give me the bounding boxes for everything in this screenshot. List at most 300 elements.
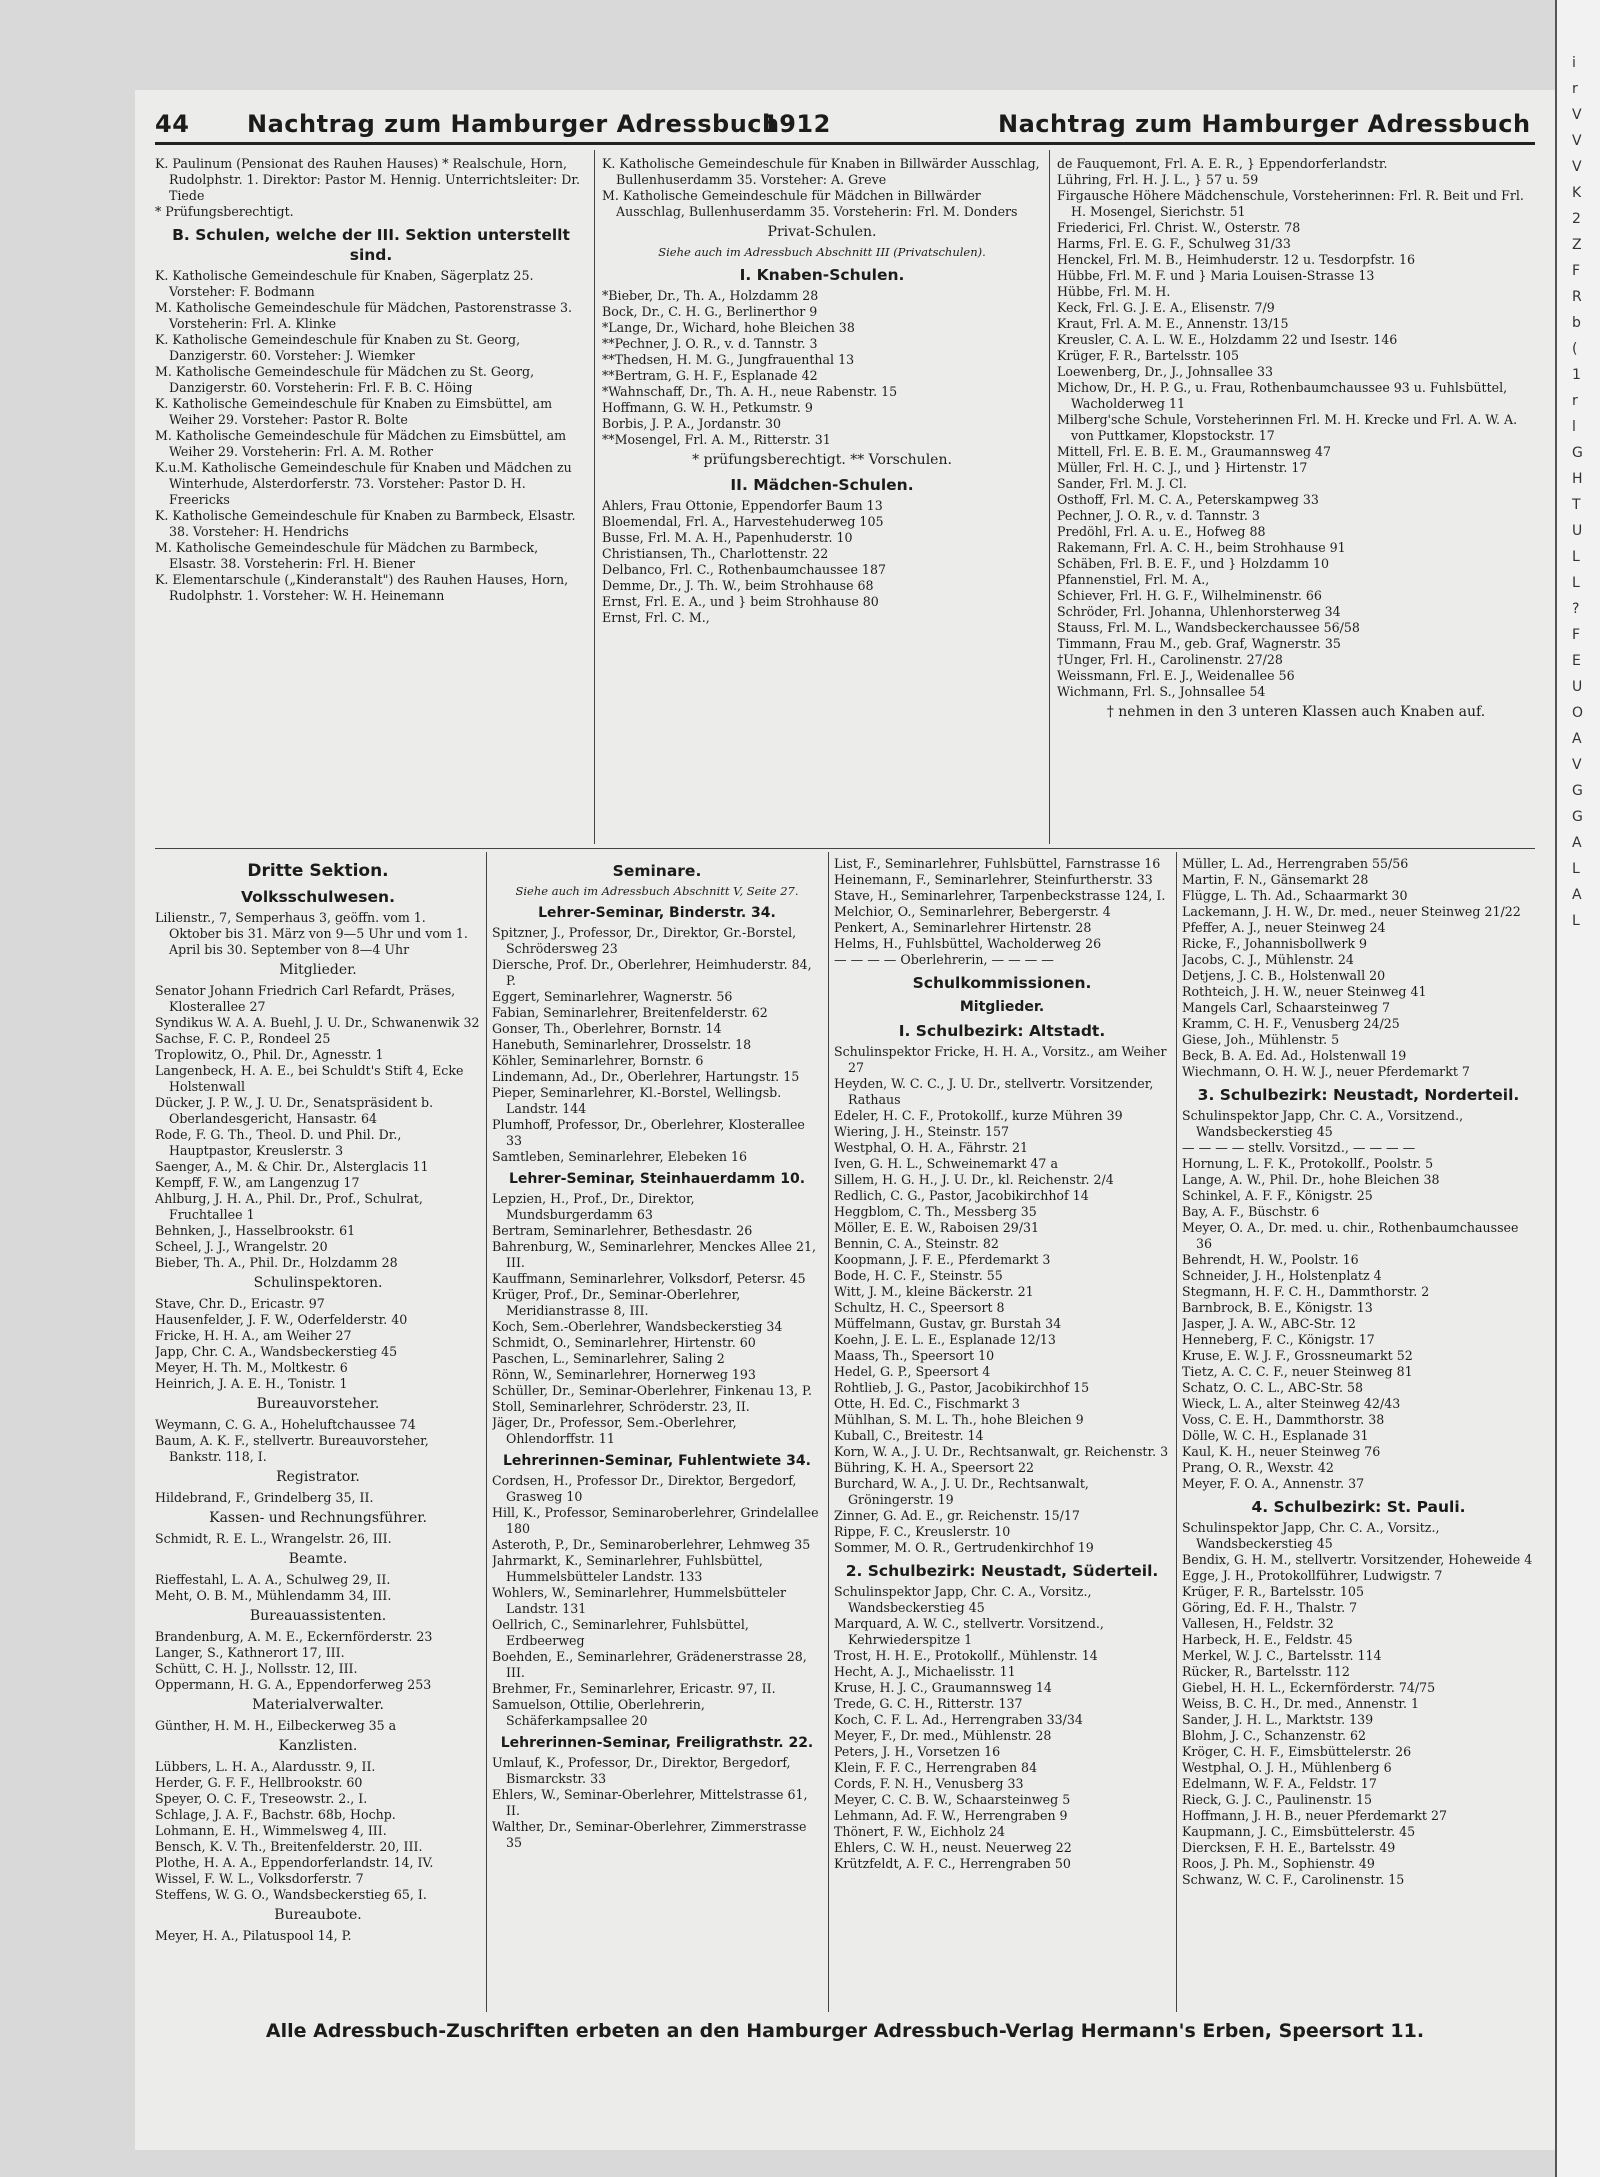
directory-entry: Zinner, G. Ad. E., gr. Reichenstr. 15/17 — [834, 1508, 1080, 1523]
directory-entry: Diercksen, F. H. E., Bartelsstr. 49 — [1182, 1840, 1396, 1855]
directory-entry: — — — — stellv. Vorsitzd., — — — — — [1182, 1140, 1416, 1155]
directory-entry: Kempff, F. W., am Langenzug 17 — [155, 1175, 360, 1190]
directory-entry: Wiechmann, O. H. W. J., neuer Pferdemarkt 7 — [1182, 1064, 1470, 1079]
directory-entry: Krüger, Prof., Dr., Seminar-Oberlehrer, Meridianstrasse 8, III. — [492, 1287, 741, 1318]
directory-entry: Stauss, Frl. M. L., Wandsbeckerchaussee 56/58 — [1057, 620, 1360, 635]
directory-entry: Langer, S., Kathnerort 17, III. — [155, 1645, 345, 1660]
directory-entry: M. Katholische Gemeindeschule für Mädchen zu Barmbeck, Elsastr. 38. Vorsteherin: Frl. H. Biener — [155, 540, 539, 571]
subheading: Bureaubote. — [274, 1907, 362, 1923]
directory-entry: Rakemann, Frl. A. C. H., beim Strohhause 91 — [1057, 540, 1346, 555]
directory-entry: Rieck, G. J. C., Paulinenstr. 15 — [1182, 1792, 1372, 1807]
directory-entry: Ehlers, C. W. H., neust. Neuerweg 22 — [834, 1840, 1072, 1855]
directory-entry: Speyer, O. C. F., Treseowstr. 2., I. — [155, 1791, 368, 1806]
directory-entry: List, F., Seminarlehrer, Fuhlsbüttel, Farnstrasse 16 — [834, 856, 1161, 871]
subheading: * prüfungsberechtigt. ** Vorschulen. — [692, 452, 952, 468]
directory-entry: Eggert, Seminarlehrer, Wagnerstr. 56 — [492, 989, 733, 1004]
directory-entry: Otte, H. Ed. C., Fischmarkt 3 — [834, 1396, 1020, 1411]
directory-entry: Borbis, J. P. A., Jordanstr. 30 — [602, 416, 782, 431]
directory-entry: Schulinspektor Japp, Chr. C. A., Vorsitzend., Wandsbeckerstieg 45 — [1182, 1108, 1464, 1139]
directory-entry: Busse, Frl. M. A. H., Papenhuderstr. 10 — [602, 530, 853, 545]
directory-entry: Pfeffer, A. J., neuer Steinweg 24 — [1182, 920, 1386, 935]
running-title-left: Nachtrag zum Hamburger Adressbuch — [247, 110, 780, 138]
directory-entry: Sander, J. H. L., Marktstr. 139 — [1182, 1712, 1374, 1727]
directory-entry: Wiering, J. H., Steinstr. 157 — [834, 1124, 1009, 1139]
directory-entry: Hausenfelder, J. F. W., Oderfelderstr. 40 — [155, 1312, 408, 1327]
directory-entry: Koehn, J. E. L. E., Esplanade 12/13 — [834, 1332, 1056, 1347]
directory-entry: Hedel, G. P., Speersort 4 — [834, 1364, 991, 1379]
directory-entry: Stegmann, H. F. C. H., Dammthorstr. 2 — [1182, 1284, 1430, 1299]
directory-entry: Bensch, K. V. Th., Breitenfelderstr. 20, III. — [155, 1839, 423, 1854]
directory-entry: Pieper, Seminarlehrer, Kl.-Borstel, Wellingsb. Landstr. 144 — [492, 1085, 782, 1116]
directory-entry: Tietz, A. C. C. F., neuer Steinweg 81 — [1182, 1364, 1413, 1379]
page-number: 44 — [155, 110, 190, 138]
directory-entry: Giebel, H. H. L., Eckernförderstr. 74/75 — [1182, 1680, 1436, 1695]
column-3 — [1057, 156, 1535, 842]
directory-entry: Kaul, K. H., neuer Steinweg 76 — [1182, 1444, 1381, 1459]
directory-entry: Hoffmann, J. H. B., neuer Pferdemarkt 27 — [1182, 1808, 1447, 1823]
directory-entry: Meyer, O. A., Dr. med. u. chir., Rothenbaumchaussee 36 — [1182, 1220, 1519, 1251]
directory-entry: Schulinspektor Japp, Chr. C. A., Vorsitz., Wandsbeckerstieg 45 — [1182, 1520, 1440, 1551]
section-heading: I. Schulbezirk: Altstadt. — [898, 1022, 1106, 1040]
directory-entry: Lindemann, Ad., Dr., Oberlehrer, Hartungstr. 15 — [492, 1069, 800, 1084]
directory-entry: Rohtlieb, J. G., Pastor, Jacobikirchhof 15 — [834, 1380, 1090, 1395]
directory-entry: Behnken, J., Hasselbrookstr. 61 — [155, 1223, 356, 1238]
directory-entry: Cordsen, H., Professor Dr., Direktor, Bergedorf, Grasweg 10 — [492, 1473, 797, 1504]
directory-entry: **Mosengel, Frl. A. M., Ritterstr. 31 — [602, 432, 831, 447]
directory-entry: Möller, E. E. W., Raboisen 29/31 — [834, 1220, 1040, 1235]
directory-entry: Brehmer, Fr., Seminarlehrer, Ericastr. 97, II. — [492, 1681, 776, 1696]
directory-entry: Ernst, Frl. E. A., und } beim Strohhause 80 — [602, 594, 879, 609]
directory-entry: Friederici, Frl. Christ. W., Osterstr. 78 — [1057, 220, 1301, 235]
directory-entry: Demme, Dr., J. Th. W., beim Strohhause 68 — [602, 578, 874, 593]
directory-entry: *Bieber, Dr., Th. A., Holzdamm 28 — [602, 288, 819, 303]
directory-entry: Schwanz, W. C. F., Carolinenstr. 15 — [1182, 1872, 1405, 1887]
directory-entry: Heinrich, J. A. E. H., Tonistr. 1 — [155, 1376, 348, 1391]
directory-entry: Egge, J. H., Protokollführer, Ludwigstr. 7 — [1182, 1568, 1443, 1583]
directory-entry: Korn, W. A., J. U. Dr., Rechtsanwalt, gr. Reichenstr. 3 — [834, 1444, 1169, 1459]
directory-entry: Lohmann, E. H., Wimmelsweg 4, III. — [155, 1823, 387, 1838]
column-5 — [492, 856, 822, 2006]
directory-entry: Schäben, Frl. B. E. F., und } Holzdamm 10 — [1057, 556, 1329, 571]
section-heading: Lehrerinnen-Seminar, Freiligrathstr. 22. — [500, 1735, 814, 1751]
directory-entry: Kramm, C. H. F., Venusberg 24/25 — [1182, 1016, 1400, 1031]
directory-entry: Krüger, F. R., Bartelsstr. 105 — [1182, 1584, 1364, 1599]
directory-entry: Pechner, J. O. R., v. d. Tannstr. 3 — [1057, 508, 1260, 523]
directory-entry: Wohlers, W., Seminarlehrer, Hummelsbütteler Landstr. 131 — [492, 1585, 787, 1616]
directory-entry: Thönert, F. W., Eichholz 24 — [834, 1824, 1006, 1839]
directory-entry: Lange, A. W., Phil. Dr., hohe Bleichen 38 — [1182, 1172, 1440, 1187]
directory-entry: Plumhoff, Professor, Dr., Oberlehrer, Klosterallee 33 — [492, 1117, 805, 1148]
section-heading: Seminare. — [612, 862, 702, 880]
directory-entry: Kauffmann, Seminarlehrer, Volksdorf, Petersr. 45 — [492, 1271, 806, 1286]
column-rule — [1049, 150, 1050, 844]
directory-entry: Voss, C. E. H., Dammthorstr. 38 — [1182, 1412, 1385, 1427]
book-page — [135, 90, 1555, 2150]
directory-entry: Weissmann, Frl. E. J., Weidenallee 56 — [1057, 668, 1295, 683]
directory-entry: Keck, Frl. G. J. E. A., Elisenstr. 7/9 — [1057, 300, 1275, 315]
running-title-right: Nachtrag zum Hamburger Adressbuch — [998, 110, 1531, 138]
subheading: Kassen- und Rechnungsführer. — [209, 1510, 427, 1526]
directory-entry: Delbanco, Frl. C., Rothenbaumchaussee 187 — [602, 562, 886, 577]
directory-entry: Müller, Frl. H. C. J., und } Hirtenstr. 17 — [1057, 460, 1308, 475]
directory-entry: Fricke, H. H. A., am Weiher 27 — [155, 1328, 352, 1343]
directory-entry: Wissel, F. W. L., Volksdorferstr. 7 — [155, 1871, 364, 1886]
directory-entry: Hildebrand, F., Grindelberg 35, II. — [155, 1490, 374, 1505]
directory-entry: Scheel, J. J., Wrangelstr. 20 — [155, 1239, 328, 1254]
directory-entry: Maass, Th., Speersort 10 — [834, 1348, 995, 1363]
directory-entry: Boehden, E., Seminarlehrer, Grädenerstrasse 28, III. — [492, 1649, 807, 1680]
directory-entry: — — — — Oberlehrerin, — — — — — [834, 952, 1054, 967]
subheading: Schulinspektoren. — [253, 1275, 383, 1291]
directory-entry: Blohm, J. C., Schanzenstr. 62 — [1182, 1728, 1366, 1743]
directory-entry: Gonser, Th., Oberlehrer, Bornstr. 14 — [492, 1021, 722, 1036]
adjacent-page-text: i r V V V K 2 Z F R b ( 1 r l G H T U L L ? F E U O A V G G A L A L — [1572, 55, 1584, 929]
directory-entry: Mühlhan, S. M. L. Th., hohe Bleichen 9 — [834, 1412, 1084, 1427]
directory-entry: Samuelson, Ottilie, Oberlehrerin, Schäferkampsallee 20 — [492, 1697, 705, 1728]
directory-entry: Sander, Frl. M. J. Cl. — [1057, 476, 1187, 491]
directory-entry: Hill, K., Professor, Seminaroberlehrer, Grindelallee 180 — [492, 1505, 819, 1536]
directory-entry: Oppermann, H. G. A., Eppendorferweg 253 — [155, 1677, 432, 1692]
directory-entry: Koch, Sem.-Oberlehrer, Wandsbeckerstieg 34 — [492, 1319, 783, 1334]
directory-entry: Ahlburg, J. H. A., Phil. Dr., Prof., Schulrat, Fruchtallee 1 — [155, 1191, 423, 1222]
directory-entry: Plothe, H. A. A., Eppendorferlandstr. 14, IV. — [155, 1855, 434, 1870]
section-heading: I. Knaben-Schulen. — [739, 266, 905, 284]
header-year: 1912 — [762, 110, 831, 138]
directory-entry: Wieck, L. A., alter Steinweg 42/43 — [1182, 1396, 1401, 1411]
directory-entry: Rönn, W., Seminarlehrer, Hornerweg 193 — [492, 1367, 756, 1382]
directory-entry: Martin, F. N., Gänsemarkt 28 — [1182, 872, 1369, 887]
subheading: Materialverwalter. — [252, 1697, 384, 1713]
directory-entry: Bock, Dr., C. H. G., Berlinerthor 9 — [602, 304, 818, 319]
directory-entry: Rothteich, J. H. W., neuer Steinweg 41 — [1182, 984, 1427, 999]
directory-entry: Witt, J. M., kleine Bäckerstr. 21 — [834, 1284, 1034, 1299]
column-rule — [594, 150, 595, 844]
column-4 — [155, 856, 481, 2006]
directory-entry: Detjens, J. C. B., Holstenwall 20 — [1182, 968, 1386, 983]
directory-entry: Henckel, Frl. M. B., Heimhuderstr. 12 u. Tesdorpfstr. 16 — [1057, 252, 1416, 267]
directory-entry: Baum, A. K. F., stellvertr. Bureauvorsteher, Bankstr. 118, I. — [155, 1433, 429, 1464]
directory-entry: Roos, J. Ph. M., Sophienstr. 49 — [1182, 1856, 1375, 1871]
directory-entry: Koch, C. F. L. Ad., Herrengraben 33/34 — [834, 1712, 1083, 1727]
directory-entry: Jäger, Dr., Professor, Sem.-Oberlehrer, Ohlendorffstr. 11 — [492, 1415, 737, 1446]
directory-entry: Hübbe, Frl. M. F. und } Maria Louisen-Strasse 13 — [1057, 268, 1375, 283]
directory-entry: Günther, H. M. H., Eilbeckerweg 35 a — [155, 1718, 397, 1733]
directory-entry: Heyden, W. C. C., J. U. Dr., stellvertr. Vorsitzender, Rathaus — [834, 1076, 1154, 1107]
section-heading: 2. Schulbezirk: Neustadt, Süderteil. — [845, 1562, 1159, 1580]
directory-entry: de Fauquemont, Frl. A. E. R., } Eppendorferlandstr. — [1057, 156, 1388, 171]
directory-entry: Rücker, R., Bartelsstr. 112 — [1182, 1664, 1350, 1679]
directory-entry: Milberg'sche Schule, Vorsteherinnen Frl. M. H. Krecke und Frl. A. W. A. von Puttkamer, Klopstockstr. 17 — [1057, 412, 1518, 443]
directory-entry: Meyer, F. O. A., Annenstr. 37 — [1182, 1476, 1365, 1491]
directory-entry: Meyer, H. Th. M., Moltkestr. 6 — [155, 1360, 348, 1375]
directory-entry: M. Katholische Gemeindeschule für Mädchen in Billwärder Ausschlag, Bullenhuserdamm 35. Vorsteherin: Frl. M. Donders — [602, 188, 1018, 219]
directory-entry: Heggblom, C. Th., Messberg 35 — [834, 1204, 1037, 1219]
directory-entry: Mangels Carl, Schaarsteinweg 7 — [1182, 1000, 1390, 1015]
directory-entry: Merkel, W. J. C., Bartelsstr. 114 — [1182, 1648, 1382, 1663]
section-heading: B. Schulen, welche der III. Sektion unterstellt sind. — [172, 226, 570, 264]
directory-entry: Ernst, Frl. C. M., — [602, 610, 710, 625]
directory-entry: Trede, G. C. H., Ritterstr. 137 — [834, 1696, 1023, 1711]
directory-entry: Burchard, W. A., J. U. Dr., Rechtsanwalt, Gröningerstr. 19 — [834, 1476, 1089, 1507]
directory-entry: *Wahnschaff, Dr., Th. A. H., neue Rabenstr. 15 — [602, 384, 898, 399]
directory-entry: Cords, F. N. H., Venusberg 33 — [834, 1776, 1024, 1791]
directory-entry: Kruse, H. J. C., Graumannsweg 14 — [834, 1680, 1052, 1695]
directory-entry: Meyer, F., Dr. med., Mühlenstr. 28 — [834, 1728, 1052, 1743]
directory-entry: Marquard, A. W. C., stellvertr. Vorsitzend., Kehrwiederspitze 1 — [834, 1616, 1104, 1647]
subheading: Siehe auch im Adressbuch Abschnitt V, Seite 27. — [515, 884, 799, 898]
column-7 — [1182, 856, 1535, 2006]
section-heading: Lehrerinnen-Seminar, Fuhlentwiete 34. — [503, 1453, 811, 1469]
directory-entry: Lilienstr., 7, Semperhaus 3, geöffn. vom 1. Oktober bis 31. März von 9—5 Uhr und vom 1. April bis 30. September von 8—4 Uhr — [155, 910, 468, 957]
directory-entry: Hecht, A. J., Michaelisstr. 11 — [834, 1664, 1016, 1679]
directory-entry: Pfannenstiel, Frl. M. A., — [1057, 572, 1210, 587]
directory-entry: Predöhl, Frl. A. u. E., Hofweg 88 — [1057, 524, 1266, 539]
directory-entry: Edelmann, W. F. A., Feldstr. 17 — [1182, 1776, 1377, 1791]
directory-entry: Ahlers, Frau Ottonie, Eppendorfer Baum 13 — [602, 498, 883, 513]
directory-entry: Weymann, C. G. A., Hoheluftchaussee 74 — [155, 1417, 416, 1432]
section-heading: Dritte Sektion. — [247, 861, 389, 881]
directory-entry: Westphal, O. H. A., Fährstr. 21 — [834, 1140, 1029, 1155]
directory-entry: Jahrmarkt, K., Seminarlehrer, Fuhlsbüttel, Hummelsbütteler Landstr. 133 — [492, 1553, 763, 1584]
directory-entry: Lepzien, H., Prof., Dr., Direktor, Mundsburgerdamm 63 — [492, 1191, 695, 1222]
directory-entry: K. Katholische Gemeindeschule für Knaben in Billwärder Ausschlag, Bullenhuserdamm 35. Vorsteher: A. Greve — [602, 156, 1040, 187]
directory-entry: Schiever, Frl. H. G. F., Wilhelminenstr. 66 — [1057, 588, 1322, 603]
directory-entry: Langenbeck, H. A. E., bei Schuldt's Stift 4, Ecke Holstenwall — [155, 1063, 464, 1094]
directory-entry: Meyer, C. C. B. W., Schaarsteinweg 5 — [834, 1792, 1071, 1807]
subheading: Bureauvorsteher. — [256, 1396, 380, 1412]
directory-entry: Bloemendal, Frl. A., Harvestehuderweg 105 — [602, 514, 884, 529]
directory-entry: Köhler, Seminarlehrer, Bornstr. 6 — [492, 1053, 704, 1068]
directory-entry: Helms, H., Fuhlsbüttel, Wacholderweg 26 — [834, 936, 1102, 951]
column-2 — [602, 156, 1042, 842]
directory-entry: Kraut, Frl. A. M. E., Annenstr. 13/15 — [1057, 316, 1289, 331]
directory-entry: Bay, A. F., Büschstr. 6 — [1182, 1204, 1320, 1219]
directory-entry: Fabian, Seminarlehrer, Breitenfelderstr. 62 — [492, 1005, 768, 1020]
directory-entry: Schulinspektor Fricke, H. H. A., Vorsitz., am Weiher 27 — [834, 1044, 1167, 1075]
directory-entry: Osthoff, Frl. M. C. A., Peterskampweg 33 — [1057, 492, 1319, 507]
subheading: Kanzlisten. — [278, 1738, 358, 1754]
directory-entry: Hübbe, Frl. M. H. — [1057, 284, 1171, 299]
subheading: Mitglieder. — [279, 962, 357, 978]
directory-entry: Heinemann, F., Seminarlehrer, Steinfurtherstr. 33 — [834, 872, 1153, 887]
section-heading: Mitglieder. — [959, 999, 1045, 1015]
directory-entry: Harbeck, H. E., Feldstr. 45 — [1182, 1632, 1353, 1647]
directory-entry: Jacobs, C. J., Mühlenstr. 24 — [1182, 952, 1354, 967]
page-footer: Alle Adressbuch-Zuschriften erbeten an den Hamburger Adressbuch-Verlag Hermann's Erben, Speersort 11. — [265, 2020, 1425, 2042]
directory-entry: **Pechner, J. O. R., v. d. Tannstr. 3 — [602, 336, 818, 351]
directory-entry: Redlich, C. G., Pastor, Jacobikirchhof 14 — [834, 1188, 1089, 1203]
section-heading: Schulkommissionen. — [912, 974, 1092, 992]
directory-entry: Mittell, Frl. E. B. E. M., Graumannsweg 47 — [1057, 444, 1332, 459]
directory-entry: Müller, L. Ad., Herrengraben 55/56 — [1182, 856, 1409, 871]
directory-entry: Rippe, F. C., Kreuslerstr. 10 — [834, 1524, 1011, 1539]
section-heading: 4. Schulbezirk: St. Pauli. — [1251, 1498, 1466, 1516]
directory-entry: Spitzner, J., Professor, Dr., Direktor, Gr.-Borstel, Schrödersweg 23 — [492, 925, 797, 956]
directory-entry: Barnbrock, B. E., Königstr. 13 — [1182, 1300, 1373, 1315]
directory-entry: Peters, J. H., Vorsetzen 16 — [834, 1744, 1001, 1759]
directory-entry: M. Katholische Gemeindeschule für Mädchen zu Eimsbüttel, am Weiher 29. Vorsteherin: Frl. A. M. Rother — [155, 428, 567, 459]
directory-entry: Sachse, F. C. P., Rondeel 25 — [155, 1031, 331, 1046]
directory-entry: Schlage, J. A. F., Bachstr. 68b, Hochp. — [155, 1807, 396, 1822]
directory-entry: Prang, O. R., Wexstr. 42 — [1182, 1460, 1334, 1475]
directory-entry: Stoll, Seminarlehrer, Schröderstr. 23, II. — [492, 1399, 750, 1414]
directory-entry: K. Paulinum (Pensionat des Rauhen Hauses) * Realschule, Horn, Rudolphstr. 1. Direktor: Pastor M. Hennig. Unterrichtsleiter: Dr. Tiede — [155, 156, 580, 203]
directory-entry: K. Katholische Gemeindeschule für Knaben, Sägerplatz 25. Vorsteher: F. Bodmann — [155, 268, 534, 299]
directory-entry: Troplowitz, O., Phil. Dr., Agnesstr. 1 — [155, 1047, 384, 1062]
directory-entry: K. Katholische Gemeindeschule für Knaben zu Eimsbüttel, am Weiher 29. Vorsteher: Pastor R. Bolte — [155, 396, 553, 427]
directory-entry: Lühring, Frl. H. J. L., } 57 u. 59 — [1057, 172, 1259, 187]
directory-entry: Vallesen, H., Feldstr. 32 — [1182, 1616, 1334, 1631]
directory-entry: Wichmann, Frl. S., Johnsallee 54 — [1057, 684, 1266, 699]
directory-entry: Kuball, C., Breitestr. 14 — [834, 1428, 984, 1443]
directory-entry: Klein, F. F. C., Herrengraben 84 — [834, 1760, 1038, 1775]
directory-entry: Kröger, C. H. F., Eimsbüttelerstr. 26 — [1182, 1744, 1412, 1759]
directory-entry: Syndikus W. A. A. Buehl, J. U. Dr., Schwanenwik 32 — [155, 1015, 480, 1030]
directory-entry: Trost, H. H. E., Protokollf., Mühlenstr. 14 — [834, 1648, 1098, 1663]
directory-entry: Beck, B. A. Ed. Ad., Holstenwall 19 — [1182, 1048, 1407, 1063]
directory-entry: Diersche, Prof. Dr., Oberlehrer, Heimhuderstr. 84, P. — [492, 957, 812, 988]
directory-entry: Harms, Frl. E. G. F., Schulweg 31/33 — [1057, 236, 1291, 251]
directory-entry: Schmidt, R. E. L., Wrangelstr. 26, III. — [155, 1531, 392, 1546]
subheading: Beamte. — [288, 1551, 348, 1567]
section-heading: Lehrer-Seminar, Binderstr. 34. — [538, 905, 776, 921]
directory-entry: Christiansen, Th., Charlottenstr. 22 — [602, 546, 829, 561]
header-rule — [155, 142, 1535, 145]
directory-entry: M. Katholische Gemeindeschule für Mädchen, Pastorenstrasse 3. Vorsteherin: Frl. A. Klinke — [155, 300, 573, 331]
directory-entry: Lackemann, J. H. W., Dr. med., neuer Steinweg 21/22 — [1182, 904, 1521, 919]
directory-entry: K. Katholische Gemeindeschule für Knaben zu Barmbeck, Elsastr. 38. Vorsteher: H. Hendrichs — [155, 508, 576, 539]
directory-entry: Edeler, H. C. F., Protokollf., kurze Mühren 39 — [834, 1108, 1123, 1123]
section-heading: II. Mädchen-Schulen. — [730, 476, 914, 494]
column-6 — [834, 856, 1170, 2006]
directory-entry: Schütt, C. H. J., Nollsstr. 12, III. — [155, 1661, 358, 1676]
directory-entry: Timmann, Frau M., geb. Graf, Wagnerstr. 35 — [1057, 636, 1341, 651]
directory-entry: Penkert, A., Seminarlehrer Hirtenstr. 28 — [834, 920, 1092, 935]
column-rule — [828, 852, 829, 2012]
directory-entry: Meht, O. B. M., Mühlendamm 34, III. — [155, 1588, 392, 1603]
section-heading: Lehrer-Seminar, Steinhauerdamm 10. — [508, 1171, 806, 1187]
directory-entry: Loewenberg, Dr., J., Johnsallee 33 — [1057, 364, 1273, 379]
subheading: † nehmen in den 3 unteren Klassen auch Knaben auf. — [1106, 704, 1486, 720]
directory-entry: Hoffmann, G. W. H., Petkumstr. 9 — [602, 400, 813, 415]
directory-entry: Bode, H. C. F., Steinstr. 55 — [834, 1268, 1003, 1283]
directory-entry: Asteroth, P., Dr., Seminaroberlehrer, Lehmweg 35 — [492, 1537, 811, 1552]
directory-entry: Giese, Joh., Mühlenstr. 5 — [1182, 1032, 1340, 1047]
directory-entry: Schüller, Dr., Seminar-Oberlehrer, Finkenau 13, P. — [492, 1383, 812, 1398]
directory-entry: Bieber, Th. A., Phil. Dr., Holzdamm 28 — [155, 1255, 398, 1270]
directory-entry: K. Katholische Gemeindeschule für Knaben zu St. Georg, Danzigerstr. 60. Vorsteher: J. Wiemker — [155, 332, 521, 363]
subheading: Bureauassistenten. — [249, 1608, 387, 1624]
directory-entry: Bahrenburg, W., Seminarlehrer, Menckes Allee 21, III. — [492, 1239, 817, 1270]
section-heading: 3. Schulbezirk: Neustadt, Norderteil. — [1197, 1086, 1520, 1104]
directory-entry: Henneberg, F. C., Königstr. 17 — [1182, 1332, 1375, 1347]
directory-entry: Rieffestahl, L. A. A., Schulweg 29, II. — [155, 1572, 391, 1587]
directory-entry: Krüger, F. R., Bartelsstr. 105 — [1057, 348, 1239, 363]
directory-entry: Schinkel, A. F. F., Königstr. 25 — [1182, 1188, 1373, 1203]
directory-entry: Umlauf, K., Professor, Dr., Direktor, Bergedorf, Bismarckstr. 33 — [492, 1755, 791, 1786]
directory-entry: Stave, H., Seminarlehrer, Tarpenbeckstrasse 124, I. — [834, 888, 1166, 903]
directory-entry: M. Katholische Gemeindeschule für Mädchen zu St. Georg, Danzigerstr. 60. Vorsteherin: Frl. F. B. C. Höing — [155, 364, 535, 395]
directory-entry: K. Elementarschule („Kinderanstalt") des Rauhen Hauses, Horn, Rudolphstr. 1. Vorsteher: W. H. Heinemann — [155, 572, 569, 603]
directory-entry: Schultz, H. C., Speersort 8 — [834, 1300, 1005, 1315]
directory-entry: Schröder, Frl. Johanna, Uhlenhorsterweg 34 — [1057, 604, 1341, 619]
directory-entry: Stave, Chr. D., Ericastr. 97 — [155, 1296, 325, 1311]
subheading: Registrator. — [276, 1469, 360, 1485]
directory-entry: Jasper, J. A. W., ABC-Str. 12 — [1182, 1316, 1356, 1331]
directory-entry: Sillem, H. G. H., J. U. Dr., kl. Reichenstr. 2/4 — [834, 1172, 1114, 1187]
directory-entry: Hornung, L. F. K., Protokollf., Poolstr. 5 — [1182, 1156, 1434, 1171]
directory-entry: Schneider, J. H., Holstenplatz 4 — [1182, 1268, 1382, 1283]
directory-entry: Flügge, L. Th. Ad., Schaarmarkt 30 — [1182, 888, 1408, 903]
directory-entry: Hanebuth, Seminarlehrer, Drosselstr. 18 — [492, 1037, 752, 1052]
directory-entry: Saenger, A., M. & Chir. Dr., Alsterglacis 11 — [155, 1159, 429, 1174]
directory-entry: *Lange, Dr., Wichard, hohe Bleichen 38 — [602, 320, 855, 335]
directory-entry: **Thedsen, H. M. G., Jungfrauenthal 13 — [602, 352, 855, 367]
directory-entry: Müffelmann, Gustav, gr. Burstah 34 — [834, 1316, 1062, 1331]
directory-entry: Göring, Ed. F. H., Thalstr. 7 — [1182, 1600, 1358, 1615]
directory-entry: Michow, Dr., H. P. G., u. Frau, Rothenbaumchaussee 93 u. Fuhlsbüttel, Wacholderweg 11 — [1057, 380, 1508, 411]
directory-entry: Schmidt, O., Seminarlehrer, Hirtenstr. 60 — [492, 1335, 756, 1350]
directory-entry: Lehmann, Ad. F. W., Herrengraben 9 — [834, 1808, 1068, 1823]
column-1 — [155, 156, 587, 842]
directory-entry: * Prüfungsberechtigt. — [155, 204, 294, 219]
directory-entry: Bendix, G. H. M., stellvertr. Vorsitzender, Hoheweide 4 — [1182, 1552, 1533, 1567]
column-rule — [486, 852, 487, 2012]
directory-entry: Samtleben, Seminarlehrer, Elebeken 16 — [492, 1149, 748, 1164]
directory-entry: Behrendt, H. W., Poolstr. 16 — [1182, 1252, 1359, 1267]
directory-entry: Meyer, H. A., Pilatuspool 14, P. — [155, 1928, 352, 1943]
section-heading: Volksschulwesen. — [241, 888, 395, 906]
directory-entry: Dücker, J. P. W., J. U. Dr., Senatspräsident b. Oberlandesgericht, Hansastr. 64 — [155, 1095, 434, 1126]
section-divider — [155, 848, 1535, 849]
directory-entry: †Unger, Frl. H., Carolinenstr. 27/28 — [1057, 652, 1283, 667]
directory-entry: Kreusler, C. A. L. W. E., Holzdamm 22 und Isestr. 146 — [1057, 332, 1398, 347]
directory-entry: Senator Johann Friedrich Carl Refardt, Präses, Klosterallee 27 — [155, 983, 456, 1014]
directory-entry: Japp, Chr. C. A., Wandsbeckerstieg 45 — [155, 1344, 398, 1359]
directory-entry: Rode, F. G. Th., Theol. D. und Phil. Dr., Hauptpastor, Kreuslerstr. 3 — [155, 1127, 402, 1158]
directory-entry: Schatz, O. C. L., ABC-Str. 58 — [1182, 1380, 1363, 1395]
directory-entry: Bühring, K. H. A., Speersort 22 — [834, 1460, 1034, 1475]
directory-entry: Bennin, C. A., Steinstr. 82 — [834, 1236, 999, 1251]
directory-entry: Iven, G. H. L., Schweinemarkt 47 a — [834, 1156, 1058, 1171]
directory-entry: Weiss, B. C. H., Dr. med., Annenstr. 1 — [1182, 1696, 1420, 1711]
directory-entry: K.u.M. Katholische Gemeindeschule für Knaben und Mädchen zu Winterhude, Alsterdorferstr. 73. Vorsteher: Pastor D. H. Freericks — [155, 460, 572, 507]
directory-entry: Melchior, O., Seminarlehrer, Bebergerstr. 4 — [834, 904, 1111, 919]
directory-entry: Kaupmann, J. C., Eimsbüttelerstr. 45 — [1182, 1824, 1416, 1839]
directory-entry: Bertram, Seminarlehrer, Bethesdastr. 26 — [492, 1223, 753, 1238]
directory-entry: Ehlers, W., Seminar-Oberlehrer, Mittelstrasse 61, II. — [492, 1787, 808, 1818]
directory-entry: Walther, Dr., Seminar-Oberlehrer, Zimmerstrasse 35 — [492, 1819, 807, 1850]
directory-entry: Krützfeldt, A. F. C., Herrengraben 50 — [834, 1856, 1071, 1871]
column-rule — [1176, 852, 1177, 2012]
directory-entry: Schulinspektor Japp, Chr. C. A., Vorsitz., Wandsbeckerstieg 45 — [834, 1584, 1092, 1615]
directory-entry: Lübbers, L. H. A., Alardusstr. 9, II. — [155, 1759, 376, 1774]
subheading: Privat-Schulen. — [767, 224, 877, 240]
page-header — [135, 106, 1555, 146]
directory-entry: Westphal, O. J. H., Mühlenberg 6 — [1182, 1760, 1392, 1775]
directory-entry: Dölle, W. C. H., Esplanade 31 — [1182, 1428, 1369, 1443]
directory-entry: Paschen, L., Seminarlehrer, Saling 2 — [492, 1351, 725, 1366]
directory-entry: Kruse, E. W. J. F., Grossneumarkt 52 — [1182, 1348, 1413, 1363]
directory-entry: Herder, G. F. F., Hellbrookstr. 60 — [155, 1775, 363, 1790]
directory-entry: Ricke, F., Johannisbollwerk 9 — [1182, 936, 1368, 951]
directory-entry: Sommer, M. O. R., Gertrudenkirchhof 19 — [834, 1540, 1094, 1555]
directory-entry: Oellrich, C., Seminarlehrer, Fuhlsbüttel, Erdbeerweg — [492, 1617, 749, 1648]
directory-entry: Brandenburg, A. M. E., Eckernförderstr. 23 — [155, 1629, 433, 1644]
directory-entry: Firgausche Höhere Mädchenschule, Vorsteherinnen: Frl. R. Beit und Frl. H. Mosengel, Sierichstr. 51 — [1057, 188, 1524, 219]
directory-entry: **Bertram, G. H. F., Esplanade 42 — [602, 368, 818, 383]
directory-entry: Steffens, W. G. O., Wandsbeckerstieg 65, I. — [155, 1887, 427, 1902]
